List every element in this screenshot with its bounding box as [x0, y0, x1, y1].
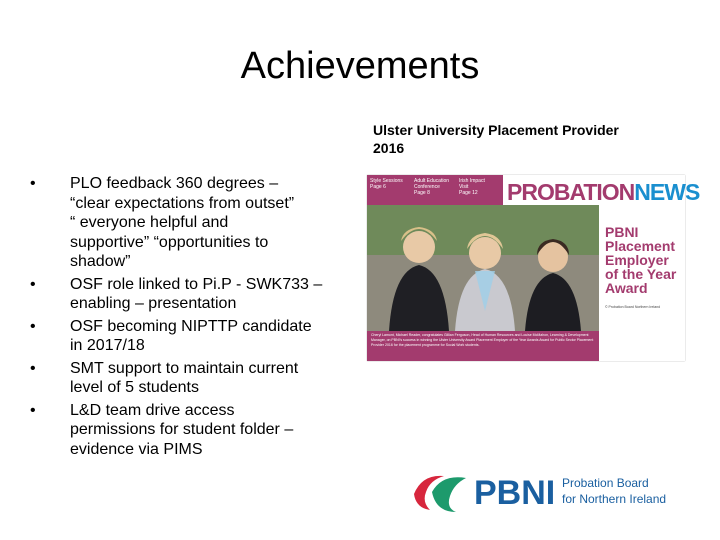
achievement-list: [30, 174, 350, 462]
achievement-item: [30, 174, 350, 272]
probation-news-image: [367, 175, 700, 361]
achievement-line: • OSF role linked to Pi.P - SWK733 –: [70, 275, 323, 293]
achievement-line: • PLO feedback 360 degrees –: [70, 175, 279, 192]
achievement-line: permissions for student folder –: [70, 421, 294, 438]
caption-line-1: Ulster University Placement Provider: [373, 122, 619, 138]
achievement-line: in 2017/18: [70, 337, 145, 354]
image-caption: [373, 121, 683, 157]
award-winners-photo-icon: [367, 205, 599, 331]
photo-caption: Cheryl Lamont, Michael Reader, congratulates Gillian Ferguson, Head of Human Resources and Louise McMahon, Learning & Development Manager, on PBNI’s success in winning the Ulster University Award Placement Employer of the Year Awards Award for Public Sector Placement Provider 2016 for the placement programme for Social Work students.: [367, 331, 599, 361]
achievement-line: evidence via PIMS: [70, 440, 203, 458]
caption-line-2: 2016: [373, 140, 405, 156]
slide-title: Achievements: [240, 45, 480, 87]
newsletter-tab-bar: [367, 175, 503, 205]
award-note: © Probation Board Northern Ireland: [605, 305, 661, 309]
achievement-line: “ everyone helpful and: [70, 214, 229, 231]
achievement-item: [30, 401, 350, 460]
newsletter-tab-3: Irish Impact Visit Page 12: [459, 178, 485, 196]
achievement-item: [30, 317, 350, 356]
achievement-item: [30, 275, 350, 314]
pbni-emblem-icon: [410, 470, 470, 514]
achievement-line: level of 5 students: [70, 379, 199, 396]
achievement-line: • L&D team drive access: [70, 401, 235, 419]
pbni-logo-text: PBNI: [474, 474, 556, 512]
achievement-line: shadow”: [70, 253, 131, 270]
achievement-line: enabling – presentation: [70, 295, 237, 312]
achievement-item: [30, 359, 350, 398]
achievement-line: supportive” “opportunities to: [70, 233, 269, 251]
pbni-logo: [410, 470, 685, 514]
achievement-line: “clear expectations from outset”: [70, 194, 295, 212]
pbni-logo-subtitle: Probation Board for Northern Ireland: [562, 476, 667, 506]
award-title: PBNI Placement Employer of the Year Award: [605, 224, 677, 296]
achievement-line: • SMT support to maintain current: [70, 359, 299, 377]
award-photo: [367, 205, 599, 331]
newsletter-tab-2: Adult Education Conference Page 8: [414, 178, 450, 196]
newsletter-masthead: PROBATIONNEWS: [507, 179, 700, 205]
achievement-line: • OSF becoming NIPTTP candidate: [70, 317, 312, 335]
newsletter-tab-1: Style Sessions Page 6: [370, 178, 403, 190]
